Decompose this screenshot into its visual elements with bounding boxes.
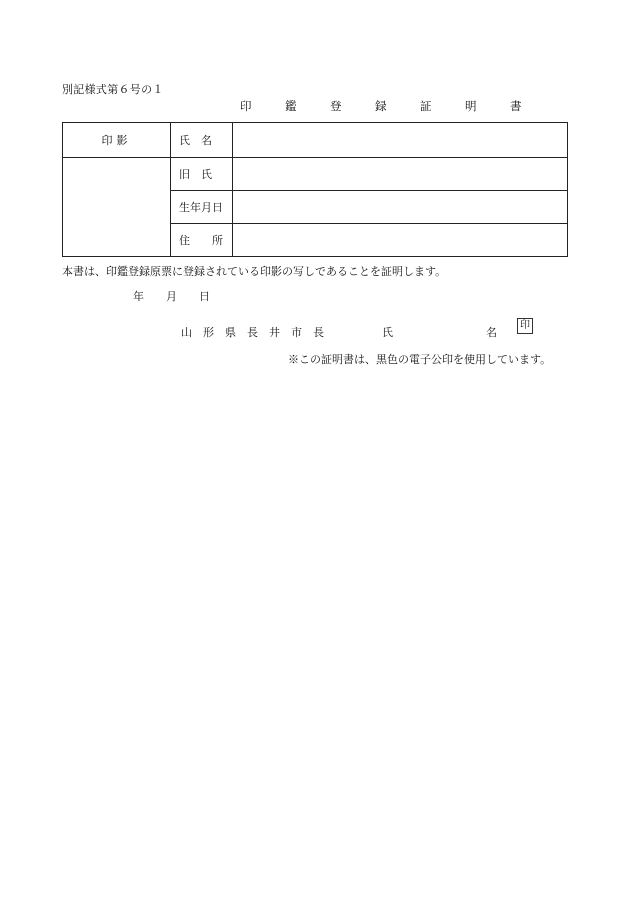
- label-address: 住 所: [171, 224, 233, 257]
- seal-impression-area: [63, 158, 171, 257]
- document-title: 印 鑑 登 録 証 明 書: [240, 99, 533, 113]
- official-seal-mark: 印: [517, 318, 533, 334]
- issue-date: 年 月 日: [133, 290, 210, 303]
- value-address: [233, 224, 568, 257]
- table-row-maiden-name: [63, 158, 568, 191]
- certificate-table: [62, 122, 568, 257]
- issuer-name-left: 氏: [382, 326, 393, 339]
- seal-impression-header: 印影: [63, 123, 171, 158]
- value-name: [233, 123, 568, 158]
- certification-statement: 本書は、印鑑登録原票に登録されている印影の写しであることを証明します。: [62, 265, 447, 278]
- electronic-seal-note: ※この証明書は、黒色の電子公印を使用しています。: [288, 353, 552, 366]
- issuer-name-right: 名: [486, 326, 497, 339]
- value-birthdate: [233, 191, 568, 224]
- form-number: 別記様式第６号の１: [62, 83, 164, 96]
- issuer-title: 山 形 県 長 井 市 長: [181, 326, 324, 339]
- table-row-name: [63, 123, 568, 158]
- label-maiden-name: 旧 氏: [171, 158, 233, 191]
- label-name: 氏 名: [171, 123, 233, 158]
- label-birthdate: 生年月日: [171, 191, 233, 224]
- value-maiden-name: [233, 158, 568, 191]
